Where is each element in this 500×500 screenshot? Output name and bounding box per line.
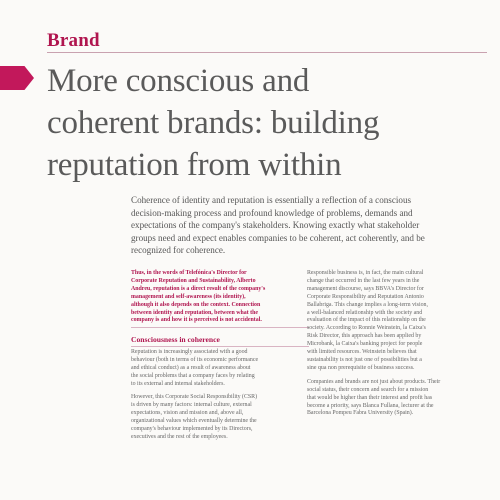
article-headline xyxy=(47,60,487,186)
body-line: However, this Corporate Social Responsibility (CSR) xyxy=(131,394,258,401)
body-line: Corporate Responsibility and Reputation Antonio xyxy=(307,293,424,300)
lead-line: Thus, in the words of Telefónica's Director for xyxy=(131,270,247,276)
body-line: Responsible business is, in fact, the main cultural xyxy=(307,270,424,276)
body-line: change that occurred in the last few years in the xyxy=(307,277,420,284)
headline-line: reputation from within xyxy=(47,147,342,183)
body-line: sine qua non prerequisite of business success. xyxy=(307,364,415,371)
body-line: expectations, vision and mission and, above all, xyxy=(131,410,244,417)
intro-line: expectations of the company's stakeholders. Knowing exactly what stakeholder xyxy=(131,220,420,231)
section-divider xyxy=(47,52,487,53)
intro-line: groups need and expect enables companies to be coherent, act coherently, and be xyxy=(131,232,425,243)
body-line: to its external and internal stakeholders. xyxy=(131,380,225,387)
lead-line: management and self-awareness (its identity), xyxy=(131,293,246,300)
body-line: evaluation of the impact of this relationship on the xyxy=(307,317,426,324)
body-line: company's behaviour implemented by its Directors, xyxy=(131,426,253,433)
body-line: a well-balanced relationship with the society and xyxy=(307,309,423,316)
body-paragraph xyxy=(131,349,309,389)
body-line: social status, their concern and search for a mission xyxy=(307,386,429,393)
lead-line: company is and how it is perceived is not accidental. xyxy=(131,317,262,324)
body-line: is driven by many factors: internal culture, external xyxy=(131,402,252,409)
section-label: Brand xyxy=(47,30,100,51)
lead-line: between identity and reputation, between what the xyxy=(131,309,259,316)
lead-line: although it also depends on the context. Connection xyxy=(131,301,261,308)
body-line: behaviour (both in terms of its economic performance xyxy=(131,356,259,363)
headline-line: coherent brands: building xyxy=(47,105,380,141)
body-line: Barcelona Pompeu Fabra University (Spain). xyxy=(307,410,414,417)
body-line: organizational values which eventually determine the xyxy=(131,418,257,425)
body-line: Ballabriga. This change implies a long-term vision, xyxy=(307,301,428,308)
lead-line: Andreu, reputation is a direct result of the company's xyxy=(131,285,266,292)
body-line: the social problems that a company faces by relating xyxy=(131,372,255,379)
intro-line: decision-making process and profound knowledge of problems, demands and xyxy=(131,207,413,218)
intro-line: recognized for coherence. xyxy=(131,245,226,256)
lead-divider xyxy=(131,327,309,328)
intro-line: Coherence of identity and reputation is essentially a reflection of a conscious xyxy=(131,195,412,205)
body-line: that would be higher than their interest and profit has xyxy=(307,394,433,401)
body-paragraph xyxy=(307,379,485,419)
body-line: sustainability is not just one of possibilities but a xyxy=(307,356,422,363)
body-line: society. According to Ronnie Weinstein, la Caixa's xyxy=(307,325,426,332)
body-line: executives and the rest of the employees. xyxy=(131,434,228,440)
body-line: management discourse, says BBVA's Director for xyxy=(307,285,424,292)
body-line: Reputation is increasingly associated with a good xyxy=(131,348,248,355)
headline-line: More conscious and xyxy=(47,63,310,99)
body-line: Risk Director, this approach has been applied by xyxy=(307,333,422,340)
section-arrow-marker xyxy=(0,66,34,90)
lead-quote xyxy=(131,270,309,325)
body-paragraph xyxy=(307,270,485,373)
intro-paragraph xyxy=(131,194,483,257)
body-line: with limited resources. Weinstein believes that xyxy=(307,349,417,356)
subheading: Consciousness in coherence xyxy=(131,334,309,347)
body-line: become a priority, says Blanca Fullana, lecturer at the xyxy=(307,402,434,409)
body-line: and ethical conduct) as a result of awareness about xyxy=(131,364,251,371)
body-line: Microbank, la Caixa's banking project for people xyxy=(307,341,423,348)
left-column xyxy=(131,270,309,442)
body-line: Companies and brands are not just about products. Their xyxy=(307,378,441,385)
lead-line: Corporate Reputation and Sustainability, Alberto xyxy=(131,277,256,284)
right-column xyxy=(307,270,485,418)
body-paragraph xyxy=(131,394,309,441)
